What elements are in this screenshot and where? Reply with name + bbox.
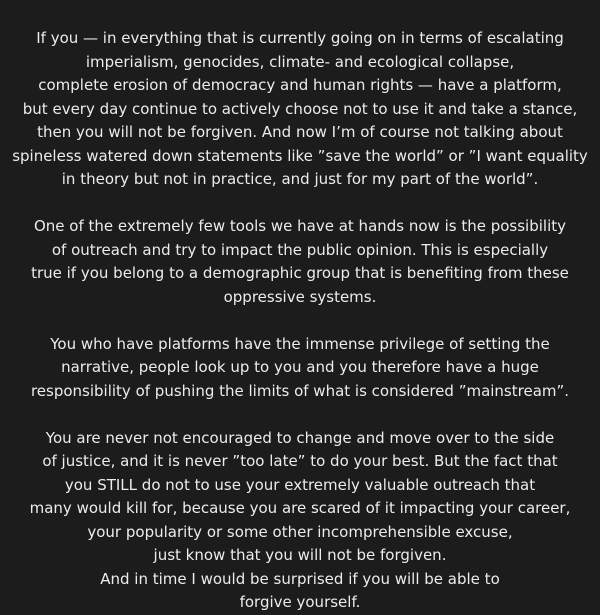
text-line: responsibility of pushing the limits of what is considered ”mainstream”. — [30, 381, 570, 400]
text-line: you STILL do not to use your extremely valuable outreach that — [64, 475, 536, 494]
paragraph-3 — [0, 333, 600, 404]
text-line: If you — in everything that is currently going on in terms of escalating — [36, 29, 564, 47]
text-line: narrative, people look up to you and you therefore have a huge — [61, 358, 539, 376]
text-line: but every day continue to actively choose not to use it and take a stance, — [22, 99, 578, 118]
text-line: forgive yourself. — [239, 593, 361, 611]
text-line: of outreach and try to impact the public opinion. This is especially — [51, 240, 549, 259]
text-line: You who have platforms have the immense privilege of setting the — [50, 334, 550, 353]
text-line: of justice, and it is never ”too late” to do your best. But the fact that — [42, 452, 558, 470]
text-line: imperialism, genocides, climate- and ecological collapse, — [85, 52, 515, 71]
text-line: just know that you will not be forgiven. — [153, 546, 447, 564]
text-line: in theory but not in practice, and just for my part of the world”. — [61, 170, 539, 188]
text-line: true if you belong to a demographic group that is benefiting from these — [31, 264, 569, 282]
text-line: complete erosion of democracy and human rights — have a platform, — [38, 76, 562, 94]
text-line: You are never not encouraged to change and move over to the side — [45, 428, 555, 447]
paragraph-2 — [0, 215, 600, 309]
text-line: many would kill for, because you are scared of it impacting your career, — [29, 499, 571, 517]
text-line: your popularity or some other incomprehensible excuse, — [87, 522, 513, 541]
paragraph-1 — [0, 27, 600, 192]
paragraph-4 — [0, 427, 600, 615]
text-line: One of the extremely few tools we have at hands now is the possibility — [33, 217, 567, 235]
text-line: then you will not be forgiven. And now I’m of course not talking about — [37, 123, 563, 141]
text-line: And in time I would be surprised if you will be able to — [100, 569, 500, 588]
text-line: spineless watered down statements like ”save the world” or ”I want equality — [12, 146, 588, 165]
text-line: oppressive systems. — [223, 287, 377, 306]
